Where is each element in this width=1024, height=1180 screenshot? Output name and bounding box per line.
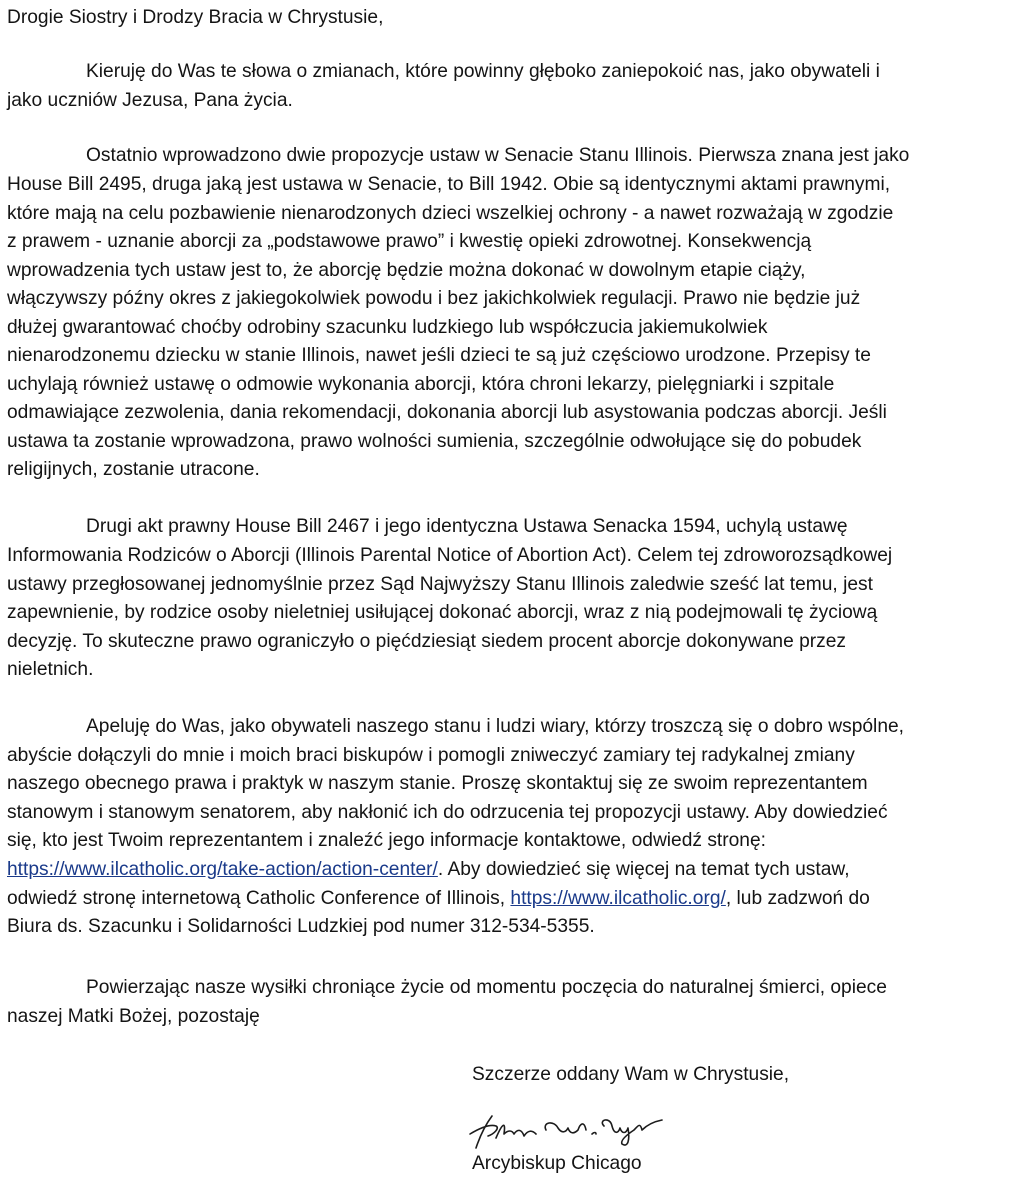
paragraph-3-line-2: Informowania Rodziców o Aborcji (Illinois Parental Notice of Abortion Act). Celem tej zdroworozsądkowej	[7, 545, 893, 566]
paragraph-5-line-1: Powierzając nasze wysiłki chroniące życie od momentu poczęcia do naturalnej śmierci, opiece	[86, 977, 887, 998]
ilcatholic-link[interactable]: https://www.ilcatholic.org/	[510, 888, 726, 909]
handwritten-signature	[462, 1104, 672, 1154]
paragraph-4-text: . Aby dowiedzieć się więcej na temat tych ustaw,	[437, 859, 850, 880]
paragraph-4-line-4: stanowym i stanowym senatorem, aby nakłonić ich do odrzucenia tej propozycji ustawy. Aby dowiedzieć	[7, 802, 888, 823]
paragraph-2-line-11: ustawa ta zostanie wprowadzona, prawo wolności sumienia, szczególnie odwołujące się do pobudek	[7, 431, 862, 452]
paragraph-2-line-9: uchylają również ustawę o odmowie wykonania aborcji, która chroni lekarzy, pielęgniarki i szpitale	[7, 374, 835, 395]
paragraph-1-line-2: jako uczniów Jezusa, Pana życia.	[7, 90, 293, 111]
paragraph-2-line-1: Ostatnio wprowadzono dwie propozycje ustaw w Senacie Stanu Illinois. Pierwsza znana jest jako	[86, 145, 910, 166]
paragraph-3-line-4: zapewnienie, by rodzice osoby nieletniej usiłującej dokonać aborcji, wraz z nią podejmowali tę życiową	[7, 602, 878, 623]
paragraph-4-text: odwiedź stronę internetową Catholic Conference of Illinois,	[7, 888, 511, 909]
paragraph-4-line-7	[7, 888, 870, 910]
paragraph-3-line-1: Drugi akt prawny House Bill 2467 i jego identyczna Ustawa Senacka 1594, uchylą ustawę	[86, 516, 848, 537]
closing: Szczerze oddany Wam w Chrystusie,	[472, 1064, 790, 1085]
paragraph-4-line-1: Apeluję do Was, jako obywateli naszego stanu i ludzi wiary, którzy troszczą się o dobro wspólne,	[86, 716, 904, 737]
signatory-title: Arcybiskup Chicago	[472, 1153, 642, 1174]
paragraph-2-line-4: z prawem - uznanie aborcji za „podstawowe prawo” i kwestię opieki zdrowotnej. Konsekwencją	[7, 231, 812, 252]
paragraph-4-line-5: się, kto jest Twoim reprezentantem i znaleźć jego informacje kontaktowe, odwiedź stronę:	[7, 830, 766, 851]
paragraph-2-line-8: nienarodzonemu dziecku w stanie Illinois, nawet jeśli dzieci te są już częściowo urodzone. Przepisy te	[7, 345, 871, 366]
paragraph-2-line-7: dłużej gwarantować choćby odrobiny szacunku ludzkiego lub współczucia jakiemukolwiek	[7, 317, 768, 338]
paragraph-2-line-6: włączywszy późny okres z jakiegokolwiek powodu i bez jakichkolwiek regulacji. Prawo nie będzie już	[7, 288, 861, 309]
paragraph-2-line-10: odmawiające zezwolenia, dania rekomendacji, dokonania aborcji lub asystowania podczas aborcji. Jeśli	[7, 402, 887, 423]
paragraph-2-line-5: wprowadzenia tych ustaw jest to, że aborcję będzie można dokonać w dowolnym etapie ciąży,	[7, 260, 806, 281]
paragraph-4-text: , lub zadzwoń do	[725, 888, 870, 909]
paragraph-3-line-6: nieletnich.	[7, 659, 94, 680]
paragraph-4-line-8: Biura ds. Szacunku i Solidarności Ludzkiej pod numer 312-534-5355.	[7, 916, 595, 937]
paragraph-4-line-3: naszego obecnego prawa i praktyk w naszym stanie. Proszę skontaktuj się ze swoim reprezentantem	[7, 773, 868, 794]
paragraph-4-line-2: abyście dołączyli do mnie i moich braci biskupów i pomogli zniweczyć zamiary tej radykalnej zmiany	[7, 745, 855, 766]
paragraph-2-line-12: religijnych, zostanie utracone.	[7, 459, 260, 480]
salutation: Drogie Siostry i Drodzy Bracia w Chrystusie,	[7, 7, 384, 28]
paragraph-1-line-1: Kieruję do Was te słowa o zmianach, które powinny głęboko zaniepokoić nas, jako obywateli i	[86, 61, 880, 82]
paragraph-3-line-3: ustawy przegłosowanej jednomyślnie przez Sąd Najwyższy Stanu Illinois zaledwie sześć lat temu, jest	[7, 574, 873, 595]
action-center-link[interactable]: https://www.ilcatholic.org/take-action/action-center/	[7, 859, 438, 880]
paragraph-5-line-2: naszej Matki Bożej, pozostaję	[7, 1006, 260, 1027]
paragraph-2-line-2: House Bill 2495, druga jaką jest ustawa w Senacie, to Bill 1942. Obie są identycznymi aktami prawnymi,	[7, 174, 891, 195]
paragraph-4-line-6	[7, 859, 850, 881]
paragraph-2-line-3: które mają na celu pozbawienie nienarodzonych dzieci wszelkiej ochrony - a nawet rozważają w zgodzie	[7, 203, 894, 224]
paragraph-3-line-5: decyzję. To skuteczne prawo ograniczyło o pięćdziesiąt siedem procent aborcje dokonywane przez	[7, 631, 847, 652]
